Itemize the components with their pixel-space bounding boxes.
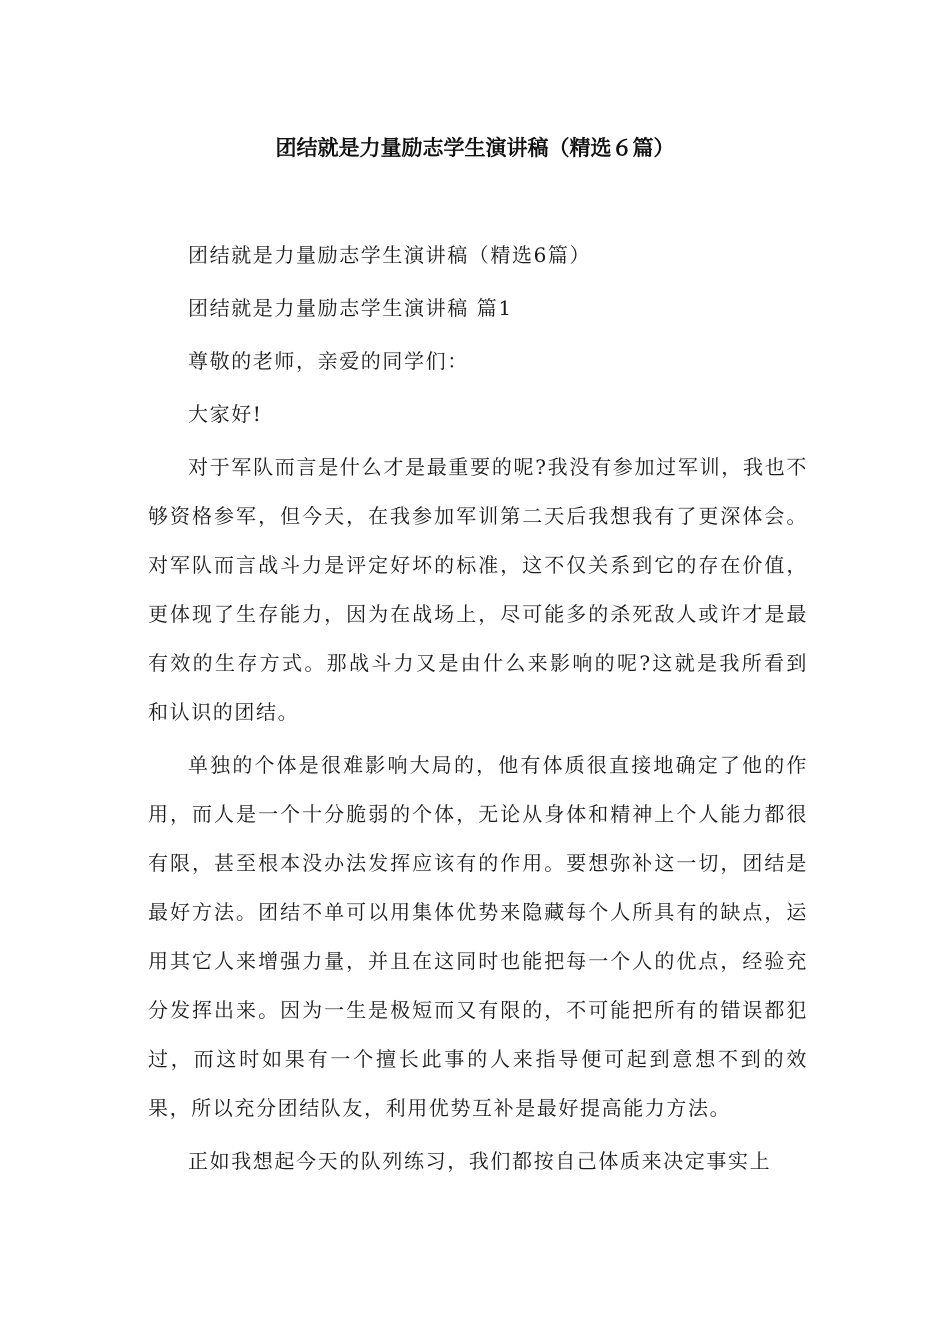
document-body <box>148 231 808 1190</box>
paragraph-salutation: 尊敬的老师，亲爱的同学们： <box>188 349 469 373</box>
paragraph-body: 单独的个体是很难影响大局的，他有体质很直接地确定了他的作用，而人是一个十分脆弱的个体，无论从身体和精神上个人能力都很有限，甚至根本没办法发挥应该有的作用。要想弥补这一切，团结是最好方法。团结不单可以用集体优势来隐藏每个人所具有的缺点，运用其它人来增强力量，并且在这同时也能把每一个人的优点，经验充分发挥出来。因为一生是极短而又有限的，不可能把所有的错误都犯过，而这时如果有一个擅长此事的人来指导便可起到意想不到的效果，所以充分团结队友，利用优势互补是最好提高能力方法。 <box>148 753 808 1120</box>
paragraph-body: 对于军队而言是什么才是最重要的呢?我没有参加过军训，我也不够资格参军，但今天，在我参加军训第二天后我想我有了更深体会。对军队而言战斗力是评定好坏的标准，这不仅关系到它的存在价值，更体现了生存能力，因为在战场上，尽可能多的杀死敌人或许才是最有效的生存方式。那战斗力又是由什么来影响的呢?这就是我所看到和认识的团结。 <box>148 455 808 724</box>
paragraph-body: 正如我想起今天的队列练习，我们都按自己体质来决定事实上 <box>188 1149 772 1173</box>
paragraph-section-heading: 团结就是力量励志学生演讲稿 篇1 <box>188 296 513 320</box>
document-title: 团结就是力量励志学生演讲稿（精选６篇） <box>275 136 675 160</box>
paragraph-subtitle: 团结就是力量励志学生演讲稿（精选6篇） <box>188 243 592 267</box>
paragraph-greeting: 大家好! <box>188 402 263 426</box>
